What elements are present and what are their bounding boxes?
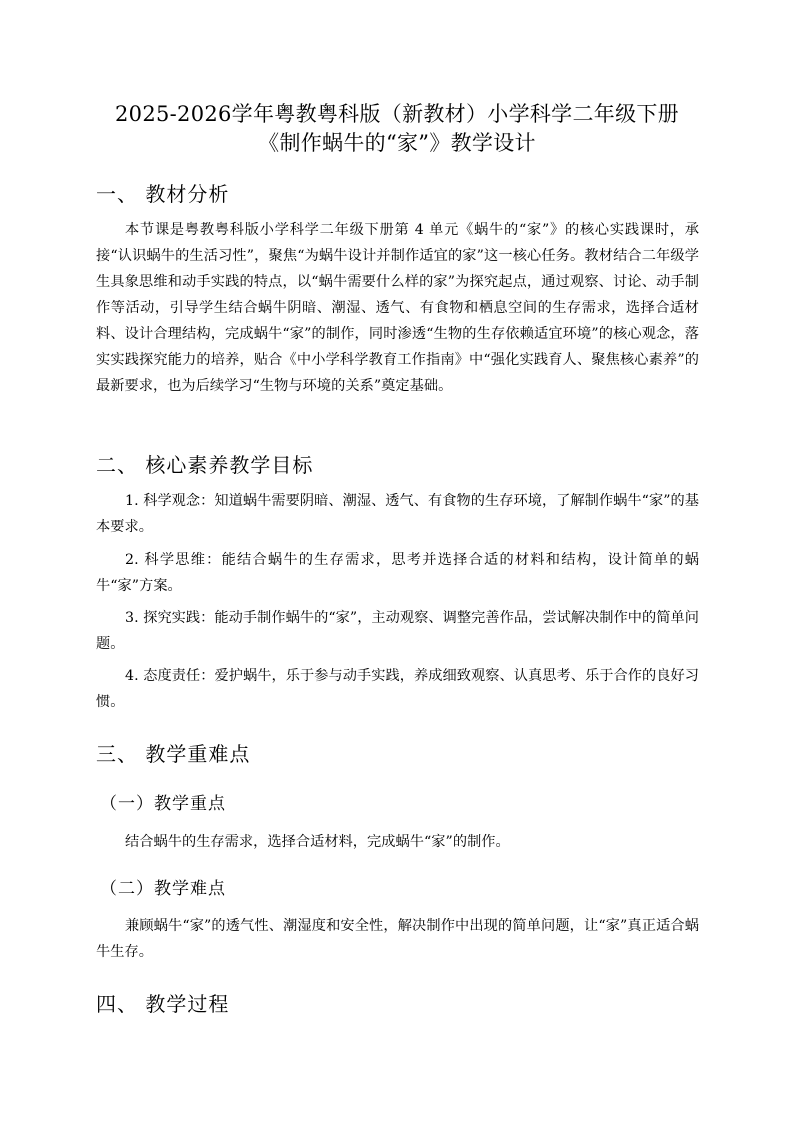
paragraph-key-point: 结合蜗牛的生存需求，选择合适材料，完成蜗牛“家”的制作。: [125, 834, 510, 850]
subsection-heading-difficult-point: （二）教学难点: [100, 879, 226, 899]
section-heading-teaching-process: 四、 教学过程: [96, 992, 230, 1016]
section-heading-key-difficult-points: 三、 教学重难点: [96, 742, 251, 766]
subsection-heading-key-point: （一）教学重点: [100, 794, 226, 814]
paragraph-difficult-point: 兼顾蜗牛“家”的透气性、潮湿度和安全性，解决制作中出现的简单问题，让“家”真正适合蜗牛生存。: [96, 918, 699, 960]
section-heading-textbook-analysis: 一、 教材分析: [96, 182, 230, 206]
document-title: 2025-2026学年粤教粤科版（新教材）小学科学二年级下册《制作蜗牛的“家”》教学设计: [115, 102, 679, 155]
paragraph-textbook-analysis: 本节课是粤教粤科版小学科学二年级下册第 4 单元《蜗牛的“家”》的核心实践课时，承接“认识蜗牛的生活习性”，聚焦“为蜗牛设计并制作适宜的家”这一核心任务。教材结合二年级学生具象思维和动手实践的特点，以“蜗牛需要什么样的家”为探究起点，通过观察、讨论、动手制作等活动，引导学生结合蜗牛阴暗、潮湿、透气、有食物和栖息空间的生存需求，选择合适材料、设计合理结构，完成蜗牛“家”的制作，同时渗透“生物的生存依赖适宜环境”的核心观念，落实实践探究能力的培养，贴合《中小学科学教育工作指南》中“强化实践育人、聚焦核心素养”的最新要求，也为后续学习“生物与环境的关系”奠定基础。: [96, 222, 699, 394]
objective-scientific-thinking: 2. 科学思维：能结合蜗牛的生存需求，思考并选择合适的材料和结构，设计简单的蜗牛“家”方案。: [96, 552, 699, 594]
section-heading-core-objectives: 二、 核心素养教学目标: [96, 453, 314, 477]
objective-inquiry-practice: 3. 探究实践：能动手制作蜗牛的“家”，主动观察、调整完善作品，尝试解决制作中的简单问题。: [96, 610, 699, 652]
objective-attitude-responsibility: 4. 态度责任：爱护蜗牛，乐于参与动手实践，养成细致观察、认真思考、乐于合作的良好习惯。: [96, 668, 699, 710]
objective-scientific-concept: 1. 科学观念：知道蜗牛需要阴暗、潮湿、透气、有食物的生存环境，了解制作蜗牛“家”的基本要求。: [96, 493, 699, 535]
